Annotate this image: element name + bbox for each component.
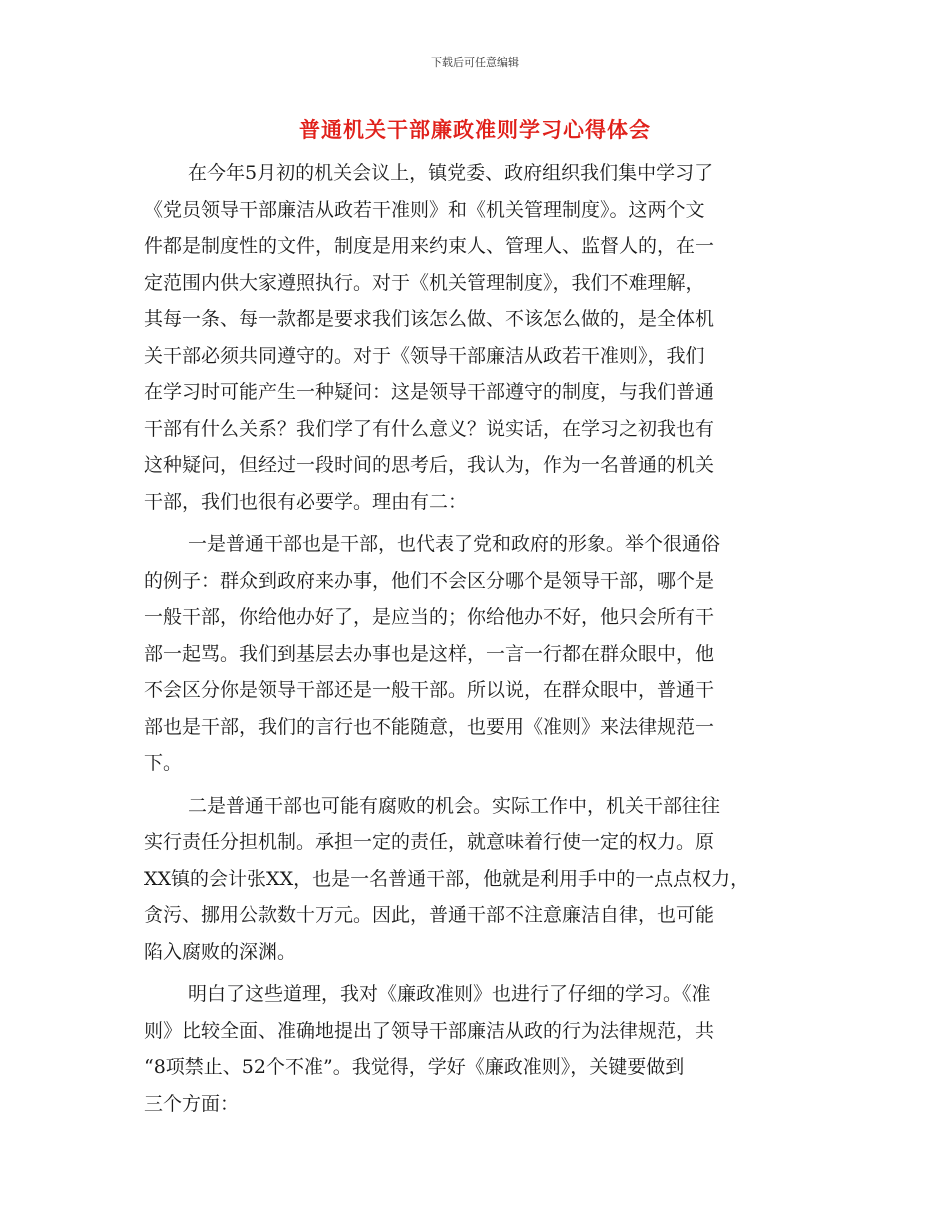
text-line: “8项禁止、52个不准”。我觉得，学好《廉政准则》，关键要做到 xyxy=(144,1056,685,1078)
text-line: 干部有什么关系？我们学了有什么意义？说实话，在学习之初我也有 xyxy=(144,417,715,440)
text-line: XX镇的会计张XX，也是一名普通干部，他就是利用手中的一点点权力， xyxy=(144,867,750,890)
paragraph-4 xyxy=(144,976,812,1122)
paragraph-1 xyxy=(144,155,812,520)
text-line: 这种疑问，但经过一段时间的思考后，我认为，作为一名普通的机关 xyxy=(144,454,715,476)
text-line: 其每一条、每一款都是要求我们该怎么做、不该怎么做的，是全体机 xyxy=(144,308,715,330)
header-note: 下载后可任意编辑 xyxy=(431,56,519,69)
text-line: 定范围内供大家遵照执行。对于《机关管理制度》，我们不难理解， xyxy=(144,271,705,294)
text-line: 部一起骂。我们到基层去办事也是这样，一言一行都在群众眼中，他 xyxy=(144,642,715,665)
text-line: 关干部必须共同遵守的。对于《领导干部廉洁从政若干准则》，我们 xyxy=(144,344,705,367)
text-line: 在学习时可能产生一种疑问：这是领导干部遵守的制度，与我们普通 xyxy=(144,381,715,403)
paragraph-2 xyxy=(144,526,812,782)
text-line: 明白了这些道理，我对《廉政准则》也进行了仔细的学习。《准 xyxy=(188,983,711,1005)
document-body xyxy=(144,155,812,1128)
text-line: 下。 xyxy=(144,752,183,774)
text-line: 不会区分你是领导干部还是一般干部。所以说，在群众眼中，普通干 xyxy=(144,679,715,701)
text-line: 《党员领导干部廉洁从政若干准则》和《机关管理制度》。这两个文 xyxy=(144,198,705,221)
text-line: 件都是制度性的文件，制度是用来约束人、管理人、监督人的，在一 xyxy=(144,235,715,257)
document-title: 普通机关干部廉政准则学习心得体会 xyxy=(299,118,651,142)
text-line: 部也是干部，我们的言行也不能随意，也要用《准则》来法律规范一 xyxy=(144,715,715,738)
paragraph-3 xyxy=(144,788,812,971)
text-line: 陷入腐败的深渊。 xyxy=(144,940,297,963)
text-line: 在今年5月初的机关会议上，镇党委、政府组织我们集中学习了 xyxy=(188,162,714,184)
text-line: 一是普通干部也是干部，也代表了党和政府的形象。举个很通俗 xyxy=(188,533,721,555)
text-line: 的例子：群众到政府来办事，他们不会区分哪个是领导干部，哪个是 xyxy=(144,569,715,592)
text-line: 实行责任分担机制。承担一定的责任，就意味着行使一定的权力。原 xyxy=(144,831,715,853)
text-line: 则》比较全面、准确地提出了领导干部廉洁从政的行为法律规范，共 xyxy=(144,1019,715,1042)
text-line: 二是普通干部也可能有腐败的机会。实际工作中，机关干部往往 xyxy=(188,794,721,817)
text-line: 贪污、挪用公款数十万元。因此，普通干部不注意廉洁自律，也可能 xyxy=(144,904,715,926)
text-line: 三个方面： xyxy=(144,1092,240,1115)
text-line: 干部，我们也很有必要学。理由有二： xyxy=(144,490,468,513)
text-line: 一般干部，你给他办好了，是应当的；你给他办不好，他只会所有干 xyxy=(144,606,715,628)
